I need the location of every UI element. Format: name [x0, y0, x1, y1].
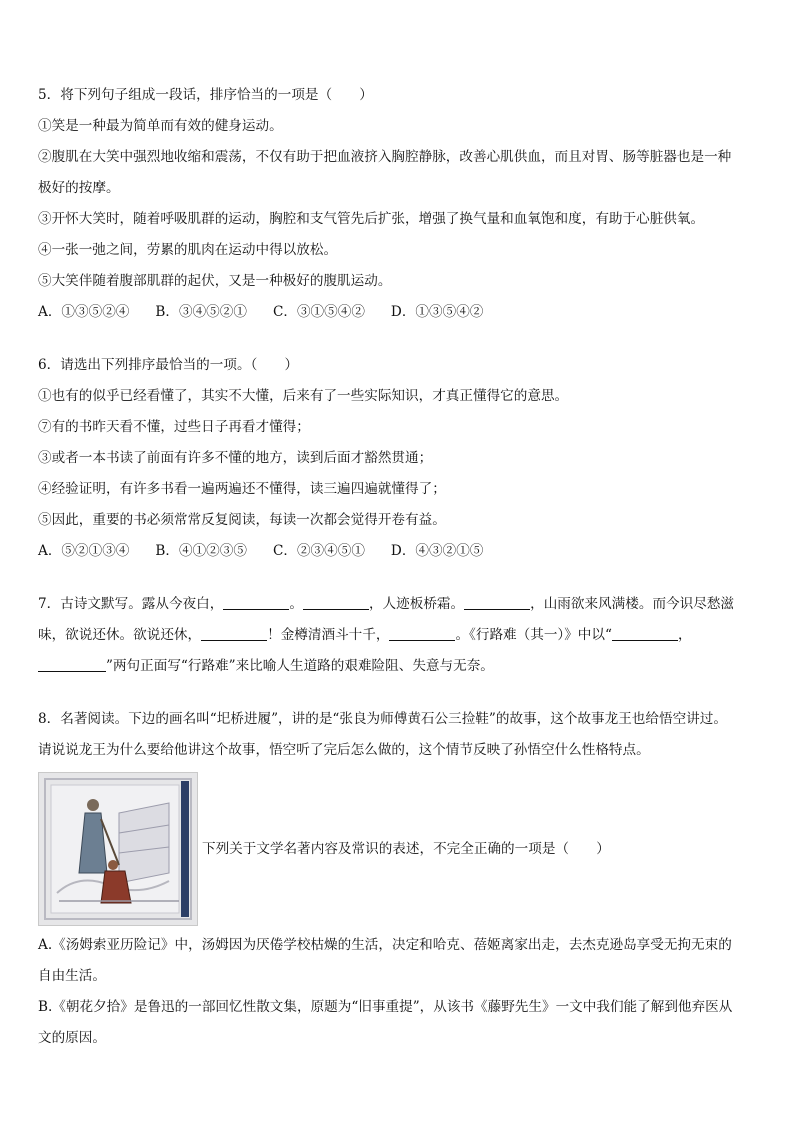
fill-blank[interactable]: [389, 626, 455, 641]
q6-option-b[interactable]: B．④①②③⑤: [155, 543, 247, 559]
q9-option-a-line-2: 自由生活。: [38, 968, 106, 984]
question-8-line-1: 8．名著阅读。下边的画名叫“圯桥进履”，讲的是“张良为师傅黄石公三捡鞋”的故事，这个故事龙王也给悟空讲过。: [38, 711, 727, 727]
q5-option-a[interactable]: A．①③⑤②④: [38, 304, 130, 320]
q7-text: ，: [677, 627, 692, 643]
q7-text: ！金樽清酒斗十千，: [267, 627, 390, 643]
q5-sentence-2a: ②腹肌在大笑中强烈地收缩和震荡，不仅有助于把血液挤入胸腔静脉，改善心肌供血，而且对胃、肠等脏器也是一种: [38, 149, 732, 165]
fill-blank[interactable]: [464, 595, 530, 610]
q6-sentence-2: ⑦有的书昨天看不懂，过些日子再看才懂得；: [38, 419, 310, 435]
question-5-title: 5．将下列句子组成一段话，排序恰当的一项是（ ）: [38, 87, 373, 103]
q5-sentence-1: ①笑是一种最为简单而有效的健身运动。: [38, 118, 283, 134]
fill-blank[interactable]: [201, 626, 267, 641]
question-8-line-2: 请说说龙王为什么要给他讲这个故事，悟空听了完后怎么做的，这个情节反映了孙悟空什么性格特点。: [38, 742, 650, 758]
q7-text: 。《行路难（其一）》中以“: [455, 627, 612, 643]
q5-sentence-2b: 极好的按摩。: [38, 180, 120, 196]
q6-sentence-3: ③或者一本书读了前面有许多不懂的地方，读到后面才豁然贯通；: [38, 450, 433, 466]
ink-painting-illustration-icon: [38, 772, 198, 926]
illustration-svg: [39, 773, 197, 925]
q5-options: [38, 297, 760, 328]
q6-sentence-1: ①也有的似乎已经看懂了，其实不大懂，后来有了一些实际知识，才真正懂得它的意思。: [38, 388, 569, 404]
question-7-line-3: [38, 651, 760, 682]
q9-option-a-line-1[interactable]: A.《汤姆索亚历险记》中，汤姆因为厌倦学校枯燥的生活，决定和哈克、蓓姬离家出走，去杰克逊岛享受无拘无束的: [38, 937, 732, 953]
q5-option-d[interactable]: D．①③⑤④②: [390, 304, 484, 320]
q7-text: 7．古诗文默写。露从今夜白，: [38, 596, 224, 612]
q7-text: ，人迹板桥霜。: [368, 596, 465, 612]
spacer: [38, 328, 760, 350]
q6-option-a[interactable]: A．⑤②①③④: [38, 543, 130, 559]
question-6-title: 6．请选出下列排序最恰当的一项。（ ）: [38, 357, 299, 373]
question-7-line-1: [38, 589, 760, 620]
document-page: [38, 80, 760, 1054]
q5-sentence-3: ③开怀大笑时，随着呼吸肌群的运动，胸腔和支气管先后扩张，增强了换气量和血氧饱和度，有助于心脏供氧。: [38, 211, 705, 227]
q5-sentence-5: ⑤大笑伴随着腹部肌群的起伏，又是一种极好的腹肌运动。: [38, 273, 392, 289]
q7-text: 味，欲说还休。欲说还休，: [38, 627, 202, 643]
q6-sentence-5: ⑤因此，重要的书必须常常反复阅读，每读一次都会觉得开卷有益。: [38, 512, 446, 528]
fill-blank[interactable]: [38, 657, 106, 672]
q9-option-b-line-2: 文的原因。: [38, 1030, 106, 1046]
fill-blank[interactable]: [303, 595, 369, 610]
question-9-title: 下列关于文学名著内容及常识的表述，不完全正确的一项是（ ）: [202, 840, 610, 857]
q7-text: ”两句正面写“行路难”来比喻人生道路的艰难险阻、失意与无奈。: [106, 658, 494, 674]
spacer: [38, 567, 760, 589]
q6-sentence-4: ④经验证明，有许多书看一遍两遍还不懂得，读三遍四遍就懂得了；: [38, 481, 446, 497]
question-7-line-2: [38, 620, 760, 651]
q7-text: 。: [289, 596, 303, 612]
q6-option-d[interactable]: D．④③②①⑤: [390, 543, 484, 559]
q6-options: [38, 536, 760, 567]
q5-sentence-4: ④一张一弛之间，劳累的肌肉在运动中得以放松。: [38, 242, 338, 258]
q5-option-c[interactable]: C．③①⑤④②: [272, 304, 365, 320]
fill-blank[interactable]: [612, 626, 678, 641]
q5-option-b[interactable]: B．③④⑤②①: [155, 304, 247, 320]
q9-option-b-line-1[interactable]: B.《朝花夕拾》是鲁迅的一部回忆性散文集，原题为“旧事重提”，从该书《藤野先生》一文中我们能了解到他弃医从: [38, 999, 733, 1015]
figure-row: [38, 772, 760, 926]
spacer: [38, 682, 760, 704]
fill-blank[interactable]: [223, 595, 289, 610]
q7-text: ，山雨欲来风满楼。而今识尽愁滋: [530, 596, 735, 612]
q6-option-c[interactable]: C．②③④⑤①: [272, 543, 365, 559]
